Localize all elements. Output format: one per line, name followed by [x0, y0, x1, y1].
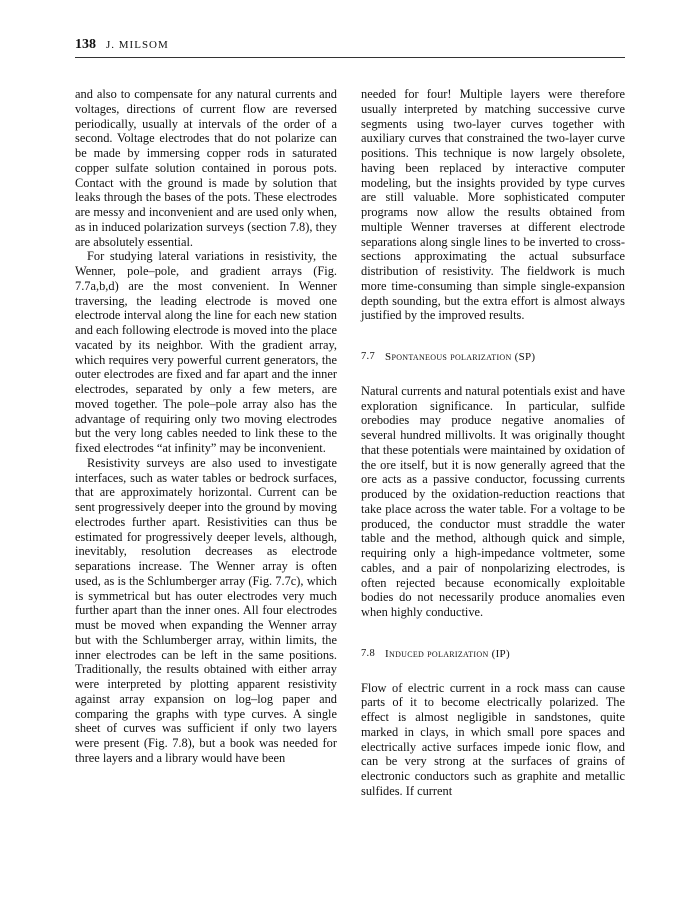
paragraph: Natural currents and natural potentials exist and have exploration significance. In particular, sulfide orebodies may produce negative anomalies of several hundred millivolts. It was originally thought that these potentials were maintained by oxidation of the ore itself, but it is now generally agreed that the ore acts as a passive conductor, focussing currents produced by the oxidation-reduction reactions that take place across the water table. For a voltage to be produced, the conductor must straddle the water table and the method, although quick and simple, requiring only a high-impedance voltmeter, some cables, and a pair of nonpolarizing electrodes, is often rejected because economically exploitable bodies do not necessarily produce anomalies even when highly conductive. — [361, 383, 625, 619]
left-column — [75, 87, 337, 766]
paragraph: Flow of electric current in a rock mass can cause parts of it to become electrically polarized. The effect is almost negligible in sandstones, quite marked in clays, in which small pore spaces and electrically active surfaces impede ionic flow, and can be very strong at the surfaces of grains of electronic conductors such as graphite and metallic sulfides. If current — [361, 680, 625, 798]
paragraph: For studying lateral variations in resistivity, the Wenner, pole–pole, and gradient arrays (Fig. 7.7a,b,d) are the most convenient. In Wenner traversing, the leading electrode is moved one electrode interval along the line for each new station and each following electrode is moved into the place vacated by its neighbor. With the gradient array, which requires very powerful current generators, the outer electrodes are fixed and far apart and the inner electrodes, separated by only a few meters, are moved together. The pole–pole array also has the advantage of requiring only two moving electrodes but the very long cables needed to link these to the fixed electrodes “at infinity” may be inconvenient. — [75, 249, 337, 455]
page-number: 138 — [75, 37, 96, 52]
section-number: 7.7 — [361, 351, 376, 362]
header-rule — [75, 57, 625, 58]
section-heading-7-7 — [361, 350, 625, 365]
right-column — [361, 87, 625, 799]
section-title: Spontaneous polarization (SP) — [385, 351, 536, 363]
paragraph: and also to compensate for any natural currents and voltages, directions of current flow are reversed periodically, usually at intervals of the order of a second. Voltage electrodes that do not polarize can be made by immersing copper rods in saturated copper sulfate solution contained in porous pots. Contact with the ground is made by solution that leaks through the bases of the pots. These electrodes are messy and inconvenient and are used only when, as in induced polarization surveys (section 7.8), they are absolutely essential. — [75, 87, 337, 249]
paragraph: Resistivity surveys are also used to investigate interfaces, such as water tables or bedrock surfaces, that are approximately horizontal. Current can be sent progressively deeper into the ground by moving electrodes further apart. Resistivities can thus be estimated for progressively deeper levels, although, inevitably, resolution decreases as electrode separations increase. The Wenner array is often used, as is the Schlumberger array (Fig. 7.7c), which is symmetrical but has outer electrodes very much further apart than the inner ones. All four electrodes must be moved when expanding the Wenner array but with the Schlumberger array, within limits, the inner electrodes can be left in the same positions. Traditionally, the results obtained with either array were interpreted by plotting apparent resistivity against array expansion on log–log paper and comparing the graphs with type curves. A single sheet of curves was sufficient if only two layers were present (Fig. 7.8), but a book was needed for three layers and a library would have been — [75, 455, 337, 765]
section-heading-7-8 — [361, 647, 625, 662]
paragraph: needed for four! Multiple layers were therefore usually interpreted by matching successive curve segments using two-layer curves together with auxiliary curves that constrained the two-layer curve positions. This technique is now largely obsolete, having been replaced by interactive computer modeling, but the insights provided by type curves are still valuable. More sophisticated computer programs now allow the results obtained from multiple Wenner traverses at different electrode separations along single lines to be inverted to cross-sections approximating the actual subsurface distribution of resistivity. The fieldwork is much more time-consuming than simple single-expansion depth sounding, but the extra effort is almost always justified by the improved results. — [361, 87, 625, 323]
section-number: 7.8 — [361, 647, 376, 659]
section-title: Induced polarization (IP) — [385, 647, 510, 660]
running-head — [75, 37, 616, 53]
author-name: J. MILSOM — [106, 39, 169, 51]
